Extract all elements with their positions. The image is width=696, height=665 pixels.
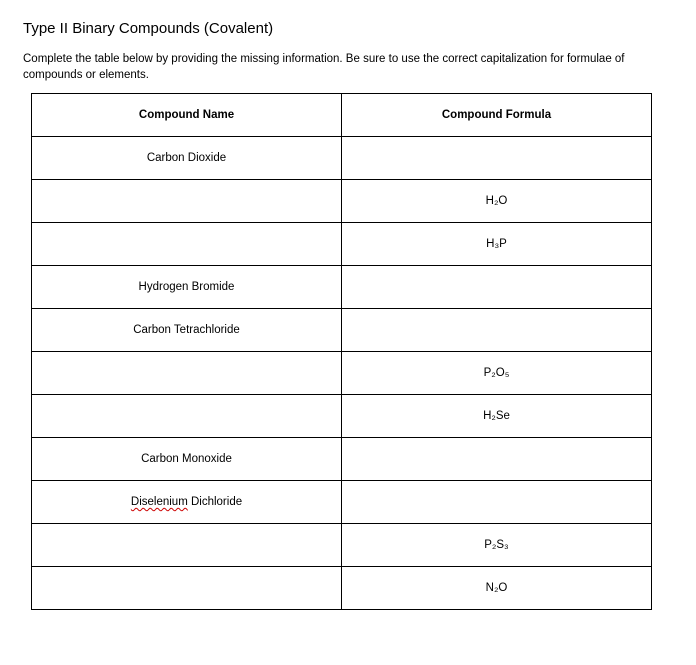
compound-formula [342,438,651,453]
formula-cell[interactable] [342,524,652,567]
compound-formula: H₂O [485,195,508,207]
formula-cell[interactable] [342,567,652,610]
name-cell[interactable] [32,438,342,481]
name-cell[interactable] [32,180,342,223]
compound-name: Hydrogen Bromide [138,281,235,293]
name-cell[interactable] [32,137,342,180]
compound-name: Carbon Tetrachloride [133,324,240,336]
compound-formula [342,309,651,324]
compound-formula [342,266,651,281]
name-cell[interactable] [32,309,342,352]
spellcheck-word: Diselenium [130,496,188,508]
name-cell[interactable] [32,266,342,309]
formula-cell[interactable] [342,352,652,395]
table-header-row [32,94,652,137]
table-row [32,438,652,481]
compound-name: Carbon Dioxide [146,152,227,164]
compound-name [32,223,341,238]
compound-name [32,180,341,195]
table-row [32,266,652,309]
header-compound-formula: Compound Formula [342,94,652,137]
compound-name [32,524,341,539]
formula-cell[interactable] [342,180,652,223]
formula-cell[interactable] [342,223,652,266]
formula-cell[interactable] [342,266,652,309]
instructions-text: Complete the table below by providing the missing information. Be sure to use the correct capitalization for formulae of compounds or elements. [23,53,625,81]
table-row [32,481,652,524]
compound-formula: H₃P [486,238,507,250]
name-cell[interactable] [32,223,342,266]
table-row [32,309,652,352]
header-compound-name: Compound Name [32,94,342,137]
formula-cell[interactable] [342,395,652,438]
page-title: Type II Binary Compounds (Covalent) [23,20,274,37]
compound-formula: N₂O [485,582,508,594]
compound-formula: H₂Se [483,410,510,422]
compound-name [32,395,341,410]
table-row [32,395,652,438]
name-cell[interactable] [32,524,342,567]
table-row [32,223,652,266]
compound-formula [342,481,651,496]
name-cell[interactable] [32,352,342,395]
compound-name [32,352,341,367]
compound-formula: P₂O₅ [483,367,510,379]
name-cell[interactable] [32,395,342,438]
compound-name [32,567,341,582]
compound-formula [342,137,651,152]
formula-cell[interactable] [342,309,652,352]
table-row [32,567,652,610]
compound-formula: P₂S₃ [484,539,509,551]
name-cell[interactable] [32,481,342,524]
table-row [32,524,652,567]
formula-cell[interactable] [342,481,652,524]
table-row [32,137,652,180]
compound-table [31,93,652,610]
compound-name [32,481,341,508]
compound-name-rest: Dichloride [187,496,243,508]
table-row [32,352,652,395]
table-row [32,180,652,223]
formula-cell[interactable] [342,137,652,180]
formula-cell[interactable] [342,438,652,481]
name-cell[interactable] [32,567,342,610]
compound-name: Carbon Monoxide [141,453,232,465]
